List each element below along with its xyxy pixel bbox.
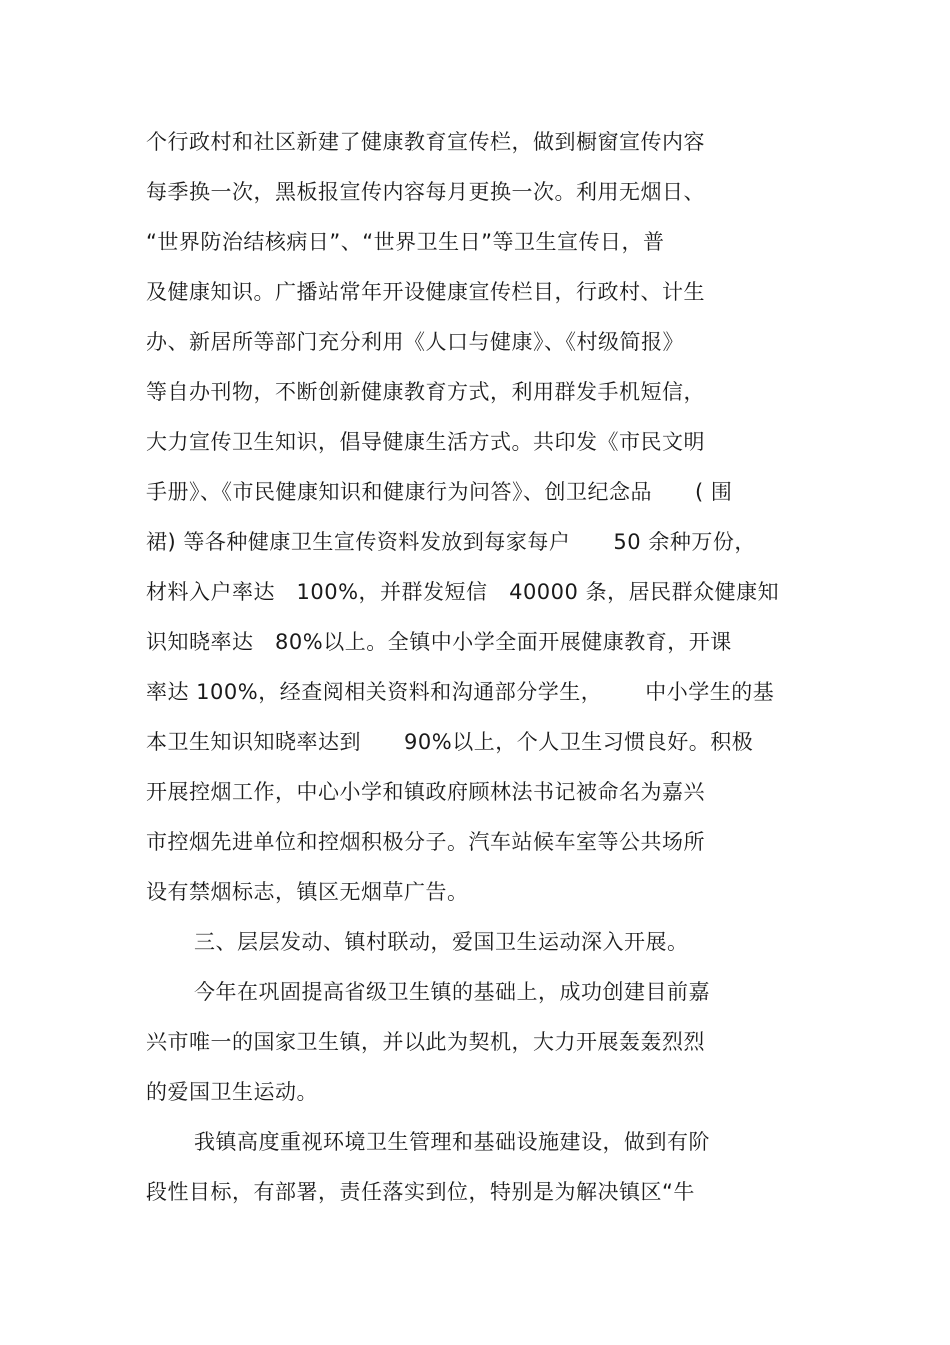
- text-line: 手册》、《市民健康知识和健康行为问答》、创卫纪念品 ( 围: [146, 480, 733, 504]
- text-line: 每季换一次，黑板报宣传内容每月更换一次。利用无烟日、: [146, 180, 705, 204]
- text-line: 个行政村和社区新建了健康教育宣传栏，做到橱窗宣传内容: [146, 130, 705, 154]
- text-line: 段性目标，有部署，责任落实到位，特别是为解决镇区“牛: [146, 1180, 695, 1204]
- section-heading: 三、层层发动、镇村联动，爱国卫生运动深入开展。: [194, 930, 689, 954]
- text-line: 本卫生知识知晓率达到 90%以上，个人卫生习惯良好。积极: [146, 730, 754, 754]
- text-line: 市控烟先进单位和控烟积极分子。汽车站候车室等公共场所: [146, 830, 705, 854]
- text-line: 兴市唯一的国家卫生镇，并以此为契机，大力开展轰轰烈烈: [146, 1030, 705, 1054]
- text-line: 开展控烟工作，中心小学和镇政府顾林法书记被命名为嘉兴: [146, 780, 705, 804]
- text-line: 率达 100%，经查阅相关资料和沟通部分学生， 中小学生的基: [146, 680, 775, 704]
- text-line: 裙) 等各种健康卫生宣传资料发放到每家每户 50 余种万份，: [146, 530, 756, 554]
- text-line: 我镇高度重视环境卫生管理和基础设施建设，做到有阶: [194, 1130, 710, 1154]
- text-line: 及健康知识。广播站常年开设健康宣传栏目，行政村、计生: [146, 280, 705, 304]
- text-line: 大力宣传卫生知识，倡导健康生活方式。共印发《市民文明: [146, 430, 705, 454]
- text-line: 等自办刊物，不断创新健康教育方式，利用群发手机短信，: [146, 380, 705, 404]
- text-line: “世界防治结核病日”、“世界卫生日”等卫生宣传日，普: [146, 230, 665, 254]
- text-line: 办、新居所等部门充分利用《人口与健康》、《村级简报》: [146, 330, 684, 354]
- text-line: 识知晓率达 80%以上。全镇中小学全面开展健康教育，开课: [146, 630, 732, 654]
- text-line: 设有禁烟标志，镇区无烟草广告。: [146, 880, 469, 904]
- text-line: 今年在巩固提高省级卫生镇的基础上，成功创建目前嘉: [194, 980, 710, 1004]
- text-line: 材料入户率达 100%，并群发短信 40000 条，居民群众健康知: [146, 580, 780, 604]
- text-line: 的爱国卫生运动。: [146, 1080, 318, 1104]
